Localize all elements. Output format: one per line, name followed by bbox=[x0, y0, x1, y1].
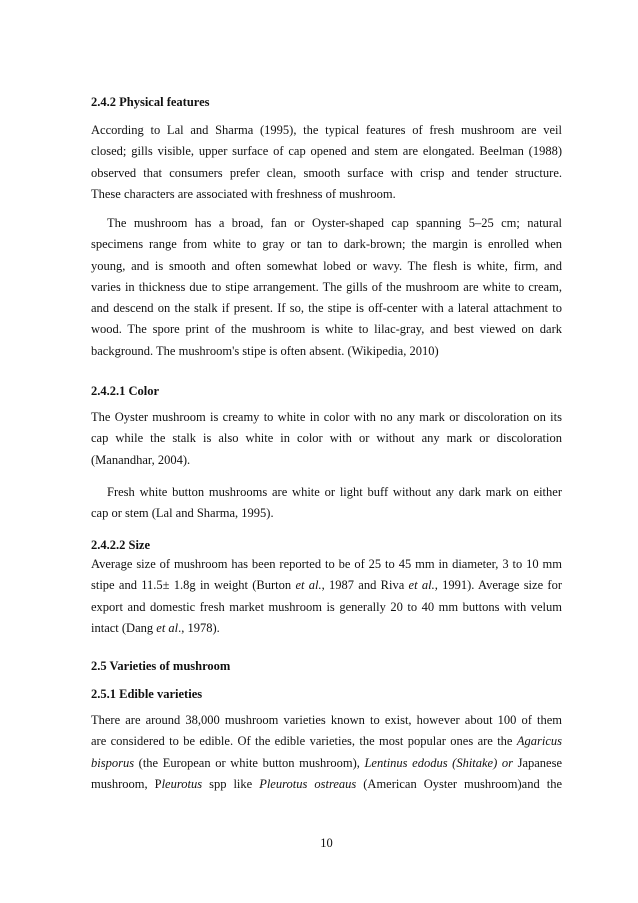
paragraph-size bbox=[91, 554, 562, 639]
text-run: ., 1978). bbox=[178, 620, 220, 635]
text-line: closed; gills visible, upper surface of cap opened and stem are elongated. Beelman (1988) bbox=[91, 144, 562, 159]
italic-run: Lentinus edodus (Shitake) or bbox=[364, 755, 513, 770]
paragraph-edible bbox=[91, 710, 562, 795]
text-run: 1987 and Riva bbox=[324, 578, 409, 593]
italic-run: Pleurotus ostreaus bbox=[259, 776, 357, 791]
italic-run: et al., bbox=[408, 578, 438, 593]
text-line: cap or stem (Lal and Sharma, 1995). bbox=[91, 506, 274, 521]
paragraph-color-button bbox=[91, 482, 562, 525]
text-line: Fresh white button mushrooms are white or light buff without any dark mark on either bbox=[107, 485, 562, 499]
text-line: varies in thickness due to stipe arrangement. The gills of the mushroom are white to cream, bbox=[91, 279, 562, 294]
text-line: wood. The spore print of the mushroom is white to lilac-gray, and best viewed on dark bbox=[91, 322, 562, 337]
italic-run: leurotus bbox=[161, 776, 203, 791]
text-line bbox=[91, 753, 562, 774]
text-line bbox=[91, 731, 562, 752]
paragraph-mushroom-description bbox=[91, 213, 562, 362]
italic-run: et al bbox=[156, 620, 179, 635]
italic-run: et al., bbox=[295, 578, 325, 593]
italic-run: bisporus bbox=[91, 755, 135, 770]
text-line: and descend on the stalk if present. If so, the stipe is off-center with a lateral attachment to bbox=[91, 301, 562, 316]
text-line: There are around 38,000 mushroom varieties known to exist, however about 100 of them bbox=[91, 713, 562, 727]
text-line: According to Lal and Sharma (1995), the typical features of fresh mushroom are veil bbox=[91, 123, 562, 137]
text-run: (American Oyster mushroom)and the bbox=[356, 776, 563, 791]
text-line: (Manandhar, 2004). bbox=[91, 452, 191, 467]
page-number: 10 bbox=[320, 836, 333, 850]
paragraph-color-oyster bbox=[91, 407, 562, 471]
text-run: mushroom, P bbox=[91, 776, 162, 791]
text-line: observed that consumers prefer clean, smooth surface with crisp and tender structure. bbox=[91, 165, 562, 180]
text-line bbox=[91, 618, 562, 639]
text-run: 1991). Average size for bbox=[437, 578, 562, 593]
italic-run: Agaricus bbox=[516, 734, 562, 749]
text-line: cap while the stalk is also white in color with or without any mark or discoloration bbox=[91, 431, 562, 446]
section-heading-varieties: 2.5 Varieties of mushroom bbox=[91, 659, 231, 673]
paragraph-physical-features bbox=[91, 120, 562, 205]
section-heading-color: 2.4.2.1 Color bbox=[91, 384, 160, 398]
text-run: (the European or white button mushroom), bbox=[134, 755, 365, 770]
text-run: Japanese bbox=[512, 755, 563, 770]
text-line: young, and is smooth and often somewhat lobed or wavy. The flesh is white, firm, and bbox=[91, 258, 562, 273]
text-run: spp like bbox=[202, 776, 260, 791]
text-line: These characters are associated with freshness of mushroom. bbox=[91, 186, 396, 201]
text-line bbox=[91, 774, 562, 795]
text-run: are considered to be edible. Of the edible varieties, the most popular ones are the bbox=[91, 734, 517, 749]
text-run: intact (Dang bbox=[91, 620, 157, 635]
text-line bbox=[91, 575, 562, 596]
text-line: The Oyster mushroom is creamy to white in color with no any mark or discoloration on its bbox=[91, 410, 562, 424]
text-line: specimens range from white to gray or tan to dark-brown; the margin is enrolled when bbox=[91, 237, 562, 252]
text-line: The mushroom has a broad, fan or Oyster-shaped cap spanning 5–25 cm; natural bbox=[107, 216, 562, 230]
text-line: Average size of mushroom has been reported to be of 25 to 45 mm in diameter, 3 to 10 mm bbox=[91, 557, 562, 571]
text-line: background. The mushroom's stipe is often absent. (Wikipedia, 2010) bbox=[91, 343, 439, 358]
text-line: export and domestic fresh market mushroom is generally 20 to 40 mm buttons with velum bbox=[91, 599, 562, 614]
text-run: stipe and 11.5± 1.8g in weight (Burton bbox=[91, 578, 296, 593]
section-heading-2-4-2: 2.4.2 Physical features bbox=[91, 95, 210, 109]
section-heading-size: 2.4.2.2 Size bbox=[91, 538, 151, 552]
section-heading-edible: 2.5.1 Edible varieties bbox=[91, 687, 203, 701]
